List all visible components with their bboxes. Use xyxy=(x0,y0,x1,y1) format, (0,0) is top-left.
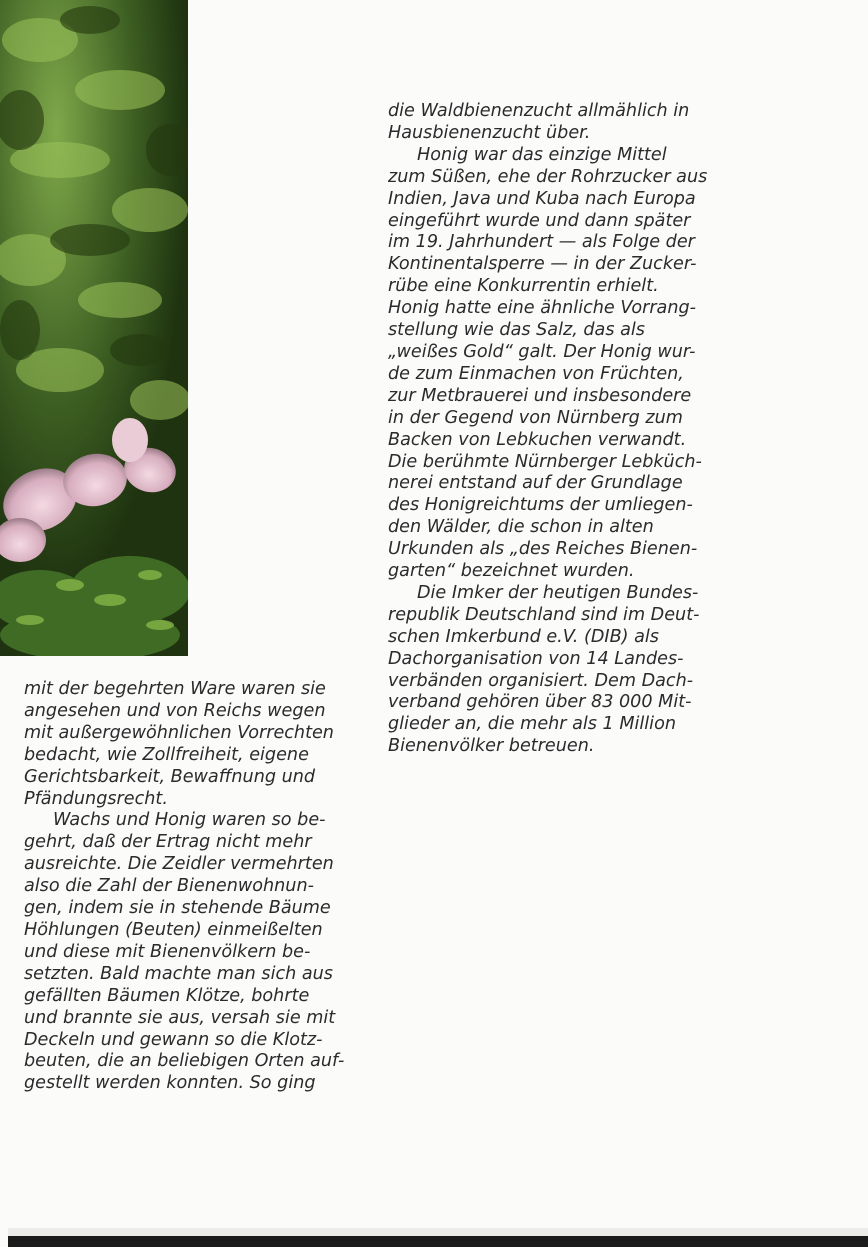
page-edge-margin xyxy=(0,1228,8,1247)
paragraph xyxy=(24,810,344,1095)
text-line: in der Gegend von Nürnberg zum xyxy=(388,407,683,428)
text-line: Wachs und Honig waren so be- xyxy=(53,810,326,831)
text-line: verbänden organisiert. Dem Dach- xyxy=(388,670,694,691)
text-line: zum Süßen, ehe der Rohrzucker aus xyxy=(388,166,708,187)
text-line: beuten, die an beliebigen Orten auf- xyxy=(24,1051,345,1072)
text-line: Deckeln und gewann so die Klotz- xyxy=(24,1029,323,1050)
text-line: verband gehören über 83 000 Mit- xyxy=(388,692,692,713)
dark-border-bar xyxy=(8,1236,868,1247)
text-line: Die Imker der heutigen Bundes- xyxy=(417,582,699,603)
text-line: im 19. Jahrhundert — als Folge der xyxy=(388,232,695,253)
text-line: republik Deutschland sind im Deut- xyxy=(388,604,700,625)
text-line: bedacht, wie Zollfreiheit, eigene xyxy=(24,744,309,765)
text-line: Höhlungen (Beuten) einmeißelten xyxy=(24,919,323,940)
text-line: stellung wie das Salz, das als xyxy=(388,320,645,341)
text-line: garten“ bezeichnet wurden. xyxy=(388,561,635,582)
paragraph xyxy=(24,679,344,810)
paragraph xyxy=(388,101,707,145)
text-line: Bienenvölker betreuen. xyxy=(388,736,595,757)
paragraph xyxy=(388,583,707,758)
text-line: nerei entstand auf der Grundlage xyxy=(388,473,683,494)
text-line: rübe eine Konkurrentin erhielt. xyxy=(388,276,659,297)
flower-on-fir-branch-photo xyxy=(0,0,188,656)
text-line: schen Imkerbund e.V. (DIB) als xyxy=(388,626,659,647)
text-line: mit der begehrten Ware waren sie xyxy=(24,679,326,699)
right-text-column xyxy=(388,101,707,758)
text-line: Indien, Java und Kuba nach Europa xyxy=(388,188,696,209)
text-line: Honig war das einzige Mittel xyxy=(417,144,667,165)
text-line: Pfändungsrecht. xyxy=(24,788,168,809)
text-line: Kontinentalsperre — in der Zucker- xyxy=(388,254,697,275)
text-line: mit außergewöhnlichen Vorrechten xyxy=(24,722,334,743)
text-line: ausreichte. Die Zeidler vermehrten xyxy=(24,854,334,875)
text-line: die Waldbienenzucht allmählich in xyxy=(388,101,690,121)
text-line: Backen von Lebkuchen verwandt. xyxy=(388,429,687,450)
text-line: de zum Einmachen von Früchten, xyxy=(388,363,684,384)
text-line: Urkunden als „des Reiches Bienen- xyxy=(388,539,698,560)
text-line: zur Metbrauerei und insbesondere xyxy=(388,385,692,406)
text-line: des Honigreichtums der umliegen- xyxy=(388,495,693,516)
text-line: und brannte sie aus, versah sie mit xyxy=(24,1007,336,1028)
text-line: den Wälder, die schon in alten xyxy=(388,517,654,538)
text-line: also die Zahl der Bienenwohnun- xyxy=(24,876,314,897)
left-text-column xyxy=(24,679,344,1095)
text-line: Dachorganisation von 14 Landes- xyxy=(388,648,684,669)
text-line: Die berühmte Nürnberger Lebküch- xyxy=(388,451,702,472)
text-line: Honig hatte eine ähnliche Vorrang- xyxy=(388,298,697,319)
text-line: glieder an, die mehr als 1 Million xyxy=(388,714,676,735)
paragraph xyxy=(388,145,707,583)
text-line: gen, indem sie in stehende Bäume xyxy=(24,898,331,919)
text-line: gehrt, daß der Ertrag nicht mehr xyxy=(24,832,312,853)
text-line: Gerichtsbarkeit, Bewaffnung und xyxy=(24,766,316,787)
page-bottom-edge xyxy=(0,1228,868,1247)
text-line: eingeführt wurde und dann später xyxy=(388,210,691,231)
text-line: gestellt werden konnten. So ging xyxy=(24,1073,316,1094)
text-line: Hausbienenzucht über. xyxy=(388,122,591,143)
text-line: setzten. Bald machte man sich aus xyxy=(24,963,333,984)
text-line: gefällten Bäumen Klötze, bohrte xyxy=(24,985,310,1006)
text-line: „weißes Gold“ galt. Der Honig wur- xyxy=(388,341,696,362)
flower-photo-icon xyxy=(0,0,188,656)
text-line: und diese mit Bienenvölkern be- xyxy=(24,941,311,962)
text-line: angesehen und von Reichs wegen xyxy=(24,700,326,721)
